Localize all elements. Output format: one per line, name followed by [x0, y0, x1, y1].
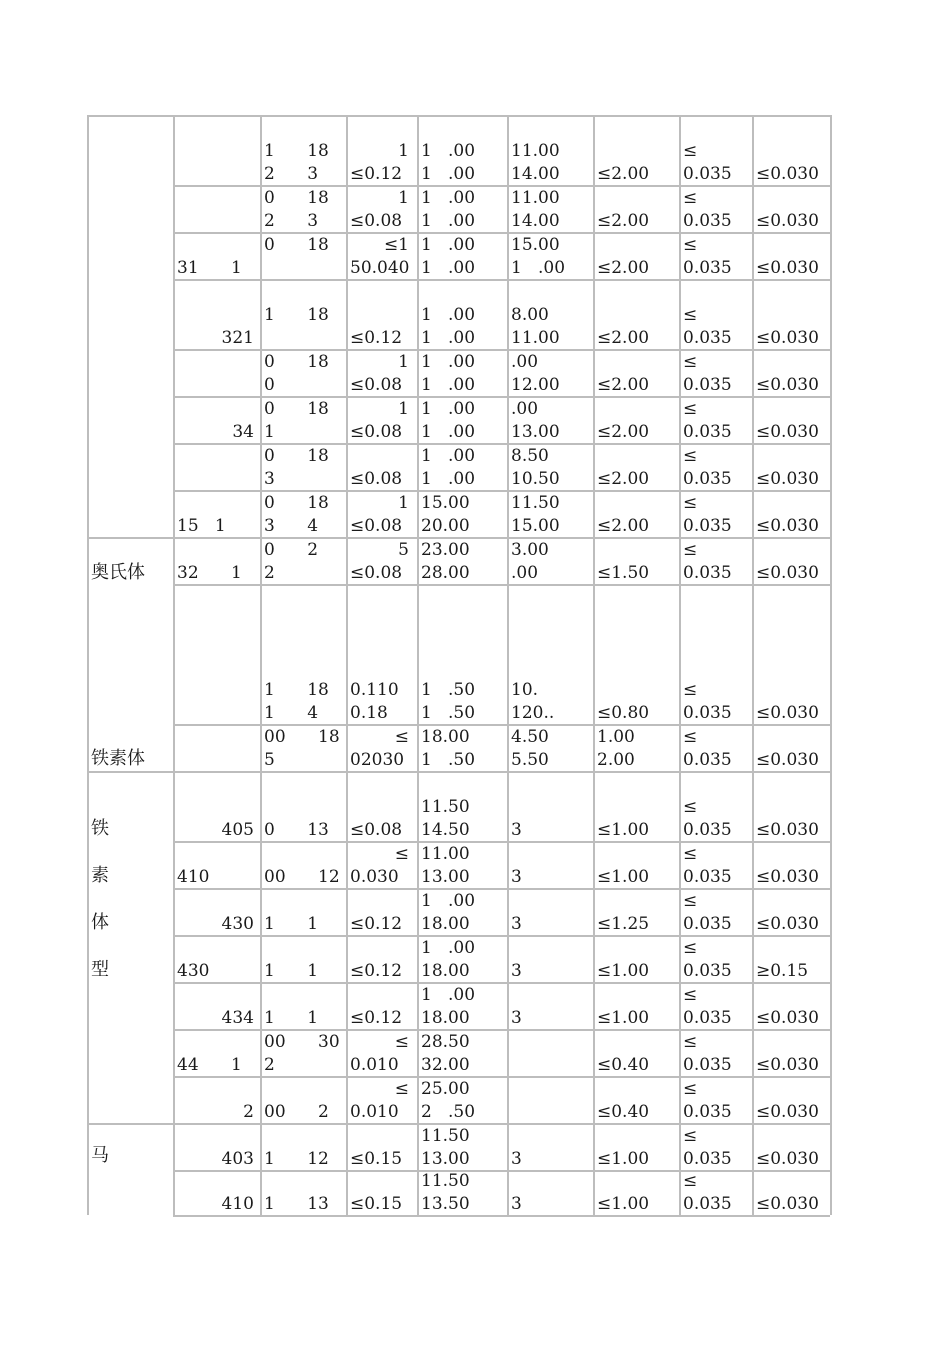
- cell-p: ≤: [683, 844, 698, 864]
- cell-c: 5: [398, 540, 409, 560]
- cell-p: ≤: [683, 727, 698, 747]
- cell-s: ≤0.030: [756, 1055, 819, 1075]
- cell-ni: 1 .00: [511, 258, 566, 278]
- cell-comp: 1 1: [264, 961, 319, 981]
- cell-grade: 15 1: [177, 516, 226, 536]
- cell-grade: 410: [177, 867, 210, 887]
- cell-si: 28.00: [421, 563, 470, 583]
- cell-mn: ≤1.50: [597, 563, 650, 583]
- row-divider: [173, 185, 830, 187]
- cell-comp: 2 3: [264, 164, 319, 184]
- cell-mn: ≤1.00: [597, 1008, 650, 1028]
- cell-p: ≤: [683, 1171, 698, 1191]
- cell-si: 1 .00: [421, 891, 476, 911]
- cell-comp: 0 13: [264, 820, 329, 840]
- cell-p: ≤: [683, 1079, 698, 1099]
- cell-p: ≤: [683, 141, 698, 161]
- row-divider: [173, 349, 830, 351]
- cell-c: ≤0.08: [350, 211, 403, 231]
- cell-si: 32.00: [421, 1055, 470, 1075]
- cell-p: ≤: [683, 1032, 698, 1052]
- cell-mn: ≤1.00: [597, 1149, 650, 1169]
- cell-si: 1 .50: [421, 680, 476, 700]
- cell-p: 0.035: [683, 516, 732, 536]
- cell-ni: 3: [511, 1194, 522, 1214]
- cell-s: ≤0.030: [756, 1008, 819, 1028]
- cell-si: 14.50: [421, 820, 470, 840]
- category-austenitic: 奥氏体: [91, 562, 145, 583]
- cell-mn: ≤2.00: [597, 469, 650, 489]
- cell-c: ≤0.15: [350, 1194, 403, 1214]
- cell-ni: 14.00: [511, 211, 560, 231]
- row-divider: [87, 1123, 830, 1125]
- cell-comp: 1 1: [264, 914, 319, 934]
- cell-p: ≤: [683, 399, 698, 419]
- table-border-top: [87, 115, 830, 117]
- cell-s: ≥0.15: [756, 961, 809, 981]
- cell-p: 0.035: [683, 1008, 732, 1028]
- cell-mn: ≤2.00: [597, 164, 650, 184]
- cell-si: 1 .00: [421, 211, 476, 231]
- cell-grade: 31 1: [177, 258, 242, 278]
- cell-ni: 11.50: [511, 493, 560, 513]
- cell-ni: 3.00: [511, 540, 549, 560]
- cell-p: ≤: [683, 235, 698, 255]
- cell-si: 11.00: [421, 844, 470, 864]
- cell-s: ≤0.030: [756, 563, 819, 583]
- cell-c: ≤0.08: [350, 422, 403, 442]
- cell-ni: .00: [511, 399, 539, 419]
- cell-si: 18.00: [421, 914, 470, 934]
- row-divider: [173, 232, 830, 234]
- cell-c: 1: [398, 141, 409, 161]
- cell-comp: 1 18: [264, 305, 329, 325]
- row-divider: [173, 443, 830, 445]
- cell-c: ≤: [394, 844, 409, 864]
- cell-si: 1 .00: [421, 985, 476, 1005]
- cell-p: 0.035: [683, 211, 732, 231]
- cell-p: ≤: [683, 797, 698, 817]
- cell-si: 1 .00: [421, 399, 476, 419]
- cell-si: 1 .00: [421, 422, 476, 442]
- cell-si: 18.00: [421, 961, 470, 981]
- cell-ni: 10.50: [511, 469, 560, 489]
- cell-s: ≤0.030: [756, 375, 819, 395]
- cell-si: 1 .50: [421, 750, 476, 770]
- cell-s: ≤0.030: [756, 258, 819, 278]
- cell-mn: ≤2.00: [597, 375, 650, 395]
- cell-comp: 0: [264, 375, 275, 395]
- cell-si: 1 .00: [421, 375, 476, 395]
- cell-comp: 0 18: [264, 399, 329, 419]
- cell-ni: 8.50: [511, 446, 549, 466]
- cell-mn: 2.00: [597, 750, 635, 770]
- cell-comp: 3: [264, 469, 275, 489]
- cell-p: ≤: [683, 540, 698, 560]
- table-border-bottom: [173, 1215, 830, 1217]
- cell-grade: 34: [232, 422, 254, 442]
- cell-c: 1: [398, 399, 409, 419]
- cell-si: 11.50: [421, 797, 470, 817]
- category-ferritic-type-char: 铁: [91, 818, 109, 839]
- cell-mn: ≤1.00: [597, 961, 650, 981]
- row-divider: [173, 935, 830, 937]
- cell-c: 0.18: [350, 703, 388, 723]
- cell-si: 1 .00: [421, 352, 476, 372]
- cell-comp: 0 18: [264, 352, 329, 372]
- cell-si: 1 .00: [421, 164, 476, 184]
- row-divider: [87, 537, 830, 539]
- cell-s: ≤0.030: [756, 328, 819, 348]
- cell-s: ≤0.030: [756, 914, 819, 934]
- cell-s: ≤0.030: [756, 422, 819, 442]
- cell-grade: 321: [221, 328, 254, 348]
- cell-si: 1 .00: [421, 446, 476, 466]
- cell-comp: 1: [264, 422, 275, 442]
- cell-si: 1 .00: [421, 188, 476, 208]
- cell-si: 1 .00: [421, 258, 476, 278]
- cell-si: 1 .00: [421, 328, 476, 348]
- cell-si: 15.00: [421, 493, 470, 513]
- cell-si: 13.00: [421, 867, 470, 887]
- cell-ni: .00: [511, 563, 539, 583]
- cell-p: 0.035: [683, 469, 732, 489]
- cell-c: 0.030: [350, 867, 399, 887]
- cell-p: ≤: [683, 493, 698, 513]
- cell-s: ≤0.030: [756, 516, 819, 536]
- column-divider: [830, 115, 832, 1215]
- cell-mn: ≤2.00: [597, 422, 650, 442]
- cell-p: ≤: [683, 985, 698, 1005]
- cell-si: 13.00: [421, 1149, 470, 1169]
- cell-ni: 4.50: [511, 727, 549, 747]
- cell-comp: 2: [264, 563, 275, 583]
- cell-c: 02030: [350, 750, 405, 770]
- cell-c: 0.110: [350, 680, 399, 700]
- cell-ni: 3: [511, 867, 522, 887]
- cell-ni: 120..: [511, 703, 555, 723]
- cell-si: 28.50: [421, 1032, 470, 1052]
- cell-p: ≤: [683, 680, 698, 700]
- cell-si: 2 .50: [421, 1102, 476, 1122]
- cell-p: ≤: [683, 1126, 698, 1146]
- cell-c: ≤: [394, 727, 409, 747]
- cell-grade: 2: [243, 1102, 254, 1122]
- cell-comp: 0 18: [264, 188, 329, 208]
- cell-ni: 11.00: [511, 188, 560, 208]
- cell-s: ≤0.030: [756, 867, 819, 887]
- row-divider: [173, 1029, 830, 1031]
- cell-comp: 1 18: [264, 141, 329, 161]
- cell-grade: 430: [177, 961, 210, 981]
- cell-s: ≤0.030: [756, 1102, 819, 1122]
- cell-comp: 0 18: [264, 493, 329, 513]
- cell-comp: 2: [264, 1055, 275, 1075]
- cell-p: ≤: [683, 305, 698, 325]
- cell-comp: 00 30: [264, 1032, 340, 1052]
- cell-s: ≤0.030: [756, 164, 819, 184]
- cell-s: ≤0.030: [756, 820, 819, 840]
- cell-p: ≤: [683, 188, 698, 208]
- cell-p: ≤: [683, 938, 698, 958]
- cell-mn: 1.00: [597, 727, 635, 747]
- cell-comp: 0 18: [264, 446, 329, 466]
- cell-c: ≤0.15: [350, 1149, 403, 1169]
- cell-s: ≤0.030: [756, 211, 819, 231]
- cell-mn: ≤1.25: [597, 914, 650, 934]
- cell-c: ≤0.08: [350, 375, 403, 395]
- cell-si: 18.00: [421, 1008, 470, 1028]
- cell-mn: ≤0.40: [597, 1055, 650, 1075]
- cell-c: ≤0.12: [350, 961, 403, 981]
- cell-c: 50.040: [350, 258, 410, 278]
- cell-grade: 44 1: [177, 1055, 242, 1075]
- cell-s: ≤0.030: [756, 469, 819, 489]
- cell-s: ≤0.030: [756, 1194, 819, 1214]
- cell-si: 1 .00: [421, 141, 476, 161]
- cell-c: ≤0.08: [350, 469, 403, 489]
- category-ferritic-type-char: 型: [91, 959, 109, 980]
- cell-ni: 13.00: [511, 422, 560, 442]
- cell-comp: 00 2: [264, 1102, 329, 1122]
- cell-comp: 00 12: [264, 867, 340, 887]
- cell-c: ≤0.12: [350, 1008, 403, 1028]
- cell-c: ≤: [394, 1079, 409, 1099]
- cell-comp: 1 13: [264, 1194, 329, 1214]
- cell-grade: 434: [221, 1008, 254, 1028]
- cell-grade: 430: [221, 914, 254, 934]
- cell-p: 0.035: [683, 164, 732, 184]
- cell-mn: ≤2.00: [597, 258, 650, 278]
- cell-mn: ≤2.00: [597, 516, 650, 536]
- cell-ni: 3: [511, 1149, 522, 1169]
- cell-mn: ≤0.80: [597, 703, 650, 723]
- cell-c: ≤1: [383, 235, 409, 255]
- cell-ni: .00: [511, 352, 539, 372]
- cell-c: ≤0.08: [350, 820, 403, 840]
- cell-si: 1 .00: [421, 938, 476, 958]
- cell-si: 1 .50: [421, 703, 476, 723]
- cell-si: 13.50: [421, 1194, 470, 1214]
- cell-c: ≤0.12: [350, 914, 403, 934]
- row-divider: [173, 841, 830, 843]
- cell-mn: ≤1.00: [597, 820, 650, 840]
- cell-comp: 1 1: [264, 1008, 319, 1028]
- cell-comp: 1 4: [264, 703, 319, 723]
- cell-si: 11.50: [421, 1126, 470, 1146]
- cell-p: 0.035: [683, 820, 732, 840]
- cell-ni: 3: [511, 820, 522, 840]
- category-martensitic: 马: [91, 1145, 109, 1166]
- cell-grade: 403: [221, 1149, 254, 1169]
- cell-comp: 1 12: [264, 1149, 329, 1169]
- cell-p: 0.035: [683, 961, 732, 981]
- cell-si: 23.00: [421, 540, 470, 560]
- cell-mn: ≤2.00: [597, 328, 650, 348]
- cell-comp: 1 18: [264, 680, 329, 700]
- cell-si: 20.00: [421, 516, 470, 536]
- cell-grade: 32 1: [177, 563, 242, 583]
- cell-c: 1: [398, 493, 409, 513]
- cell-c: 0.010: [350, 1055, 399, 1075]
- cell-s: ≤0.030: [756, 703, 819, 723]
- cell-p: 0.035: [683, 750, 732, 770]
- cell-ni: 10.: [511, 680, 539, 700]
- cell-c: ≤0.08: [350, 516, 403, 536]
- row-divider: [173, 584, 830, 586]
- cell-p: 0.035: [683, 328, 732, 348]
- cell-ni: 14.00: [511, 164, 560, 184]
- cell-ni: 11.00: [511, 141, 560, 161]
- row-divider: [87, 771, 830, 773]
- table-border-left: [87, 115, 89, 1215]
- cell-comp: 5: [264, 750, 275, 770]
- row-divider: [173, 396, 830, 398]
- cell-p: ≤: [683, 446, 698, 466]
- cell-p: 0.035: [683, 1194, 732, 1214]
- cell-s: ≤0.030: [756, 750, 819, 770]
- cell-p: 0.035: [683, 422, 732, 442]
- cell-si: 1 .00: [421, 305, 476, 325]
- cell-p: 0.035: [683, 375, 732, 395]
- cell-c: ≤0.12: [350, 328, 403, 348]
- cell-grade: 410: [221, 1194, 254, 1214]
- category-ferritic: 铁素体: [91, 748, 145, 769]
- cell-comp: 0 18: [264, 235, 329, 255]
- cell-ni: 3: [511, 961, 522, 981]
- cell-p: 0.035: [683, 258, 732, 278]
- cell-comp: 2 3: [264, 211, 319, 231]
- cell-s: ≤0.030: [756, 1149, 819, 1169]
- cell-comp: 0 2: [264, 540, 319, 560]
- cell-mn: ≤1.00: [597, 867, 650, 887]
- cell-si: 11.50: [421, 1171, 470, 1191]
- cell-c: 0.010: [350, 1102, 399, 1122]
- row-divider: [173, 888, 830, 890]
- category-ferritic-type-char: 体: [91, 912, 109, 933]
- cell-si: 18.00: [421, 727, 470, 747]
- cell-si: 25.00: [421, 1079, 470, 1099]
- row-divider: [173, 1170, 830, 1172]
- cell-p: 0.035: [683, 563, 732, 583]
- cell-c: 1: [398, 352, 409, 372]
- cell-comp: 00 18: [264, 727, 340, 747]
- cell-p: 0.035: [683, 703, 732, 723]
- cell-comp: 3 4: [264, 516, 319, 536]
- row-divider: [173, 1076, 830, 1078]
- row-divider: [173, 724, 830, 726]
- cell-ni: 15.00: [511, 516, 560, 536]
- cell-p: 0.035: [683, 1055, 732, 1075]
- category-ferritic-type-char: 素: [91, 865, 109, 886]
- cell-p: 0.035: [683, 867, 732, 887]
- cell-si: 1 .00: [421, 235, 476, 255]
- row-divider: [173, 490, 830, 492]
- cell-ni: 5.50: [511, 750, 549, 770]
- cell-c: ≤0.08: [350, 563, 403, 583]
- cell-p: 0.035: [683, 1149, 732, 1169]
- cell-mn: ≤0.40: [597, 1102, 650, 1122]
- cell-grade: 405: [221, 820, 254, 840]
- cell-p: ≤: [683, 352, 698, 372]
- cell-c: ≤0.12: [350, 164, 403, 184]
- cell-si: 1 .00: [421, 469, 476, 489]
- cell-p: 0.035: [683, 914, 732, 934]
- cell-mn: ≤2.00: [597, 211, 650, 231]
- row-divider: [173, 982, 830, 984]
- cell-ni: 3: [511, 914, 522, 934]
- cell-p: ≤: [683, 891, 698, 911]
- row-divider: [173, 279, 830, 281]
- cell-ni: 8.00: [511, 305, 549, 325]
- cell-ni: 15.00: [511, 235, 560, 255]
- cell-ni: 12.00: [511, 375, 560, 395]
- cell-c: ≤: [394, 1032, 409, 1052]
- cell-ni: 11.00: [511, 328, 560, 348]
- cell-c: 1: [398, 188, 409, 208]
- cell-ni: 3: [511, 1008, 522, 1028]
- cell-p: 0.035: [683, 1102, 732, 1122]
- cell-mn: ≤1.00: [597, 1194, 650, 1214]
